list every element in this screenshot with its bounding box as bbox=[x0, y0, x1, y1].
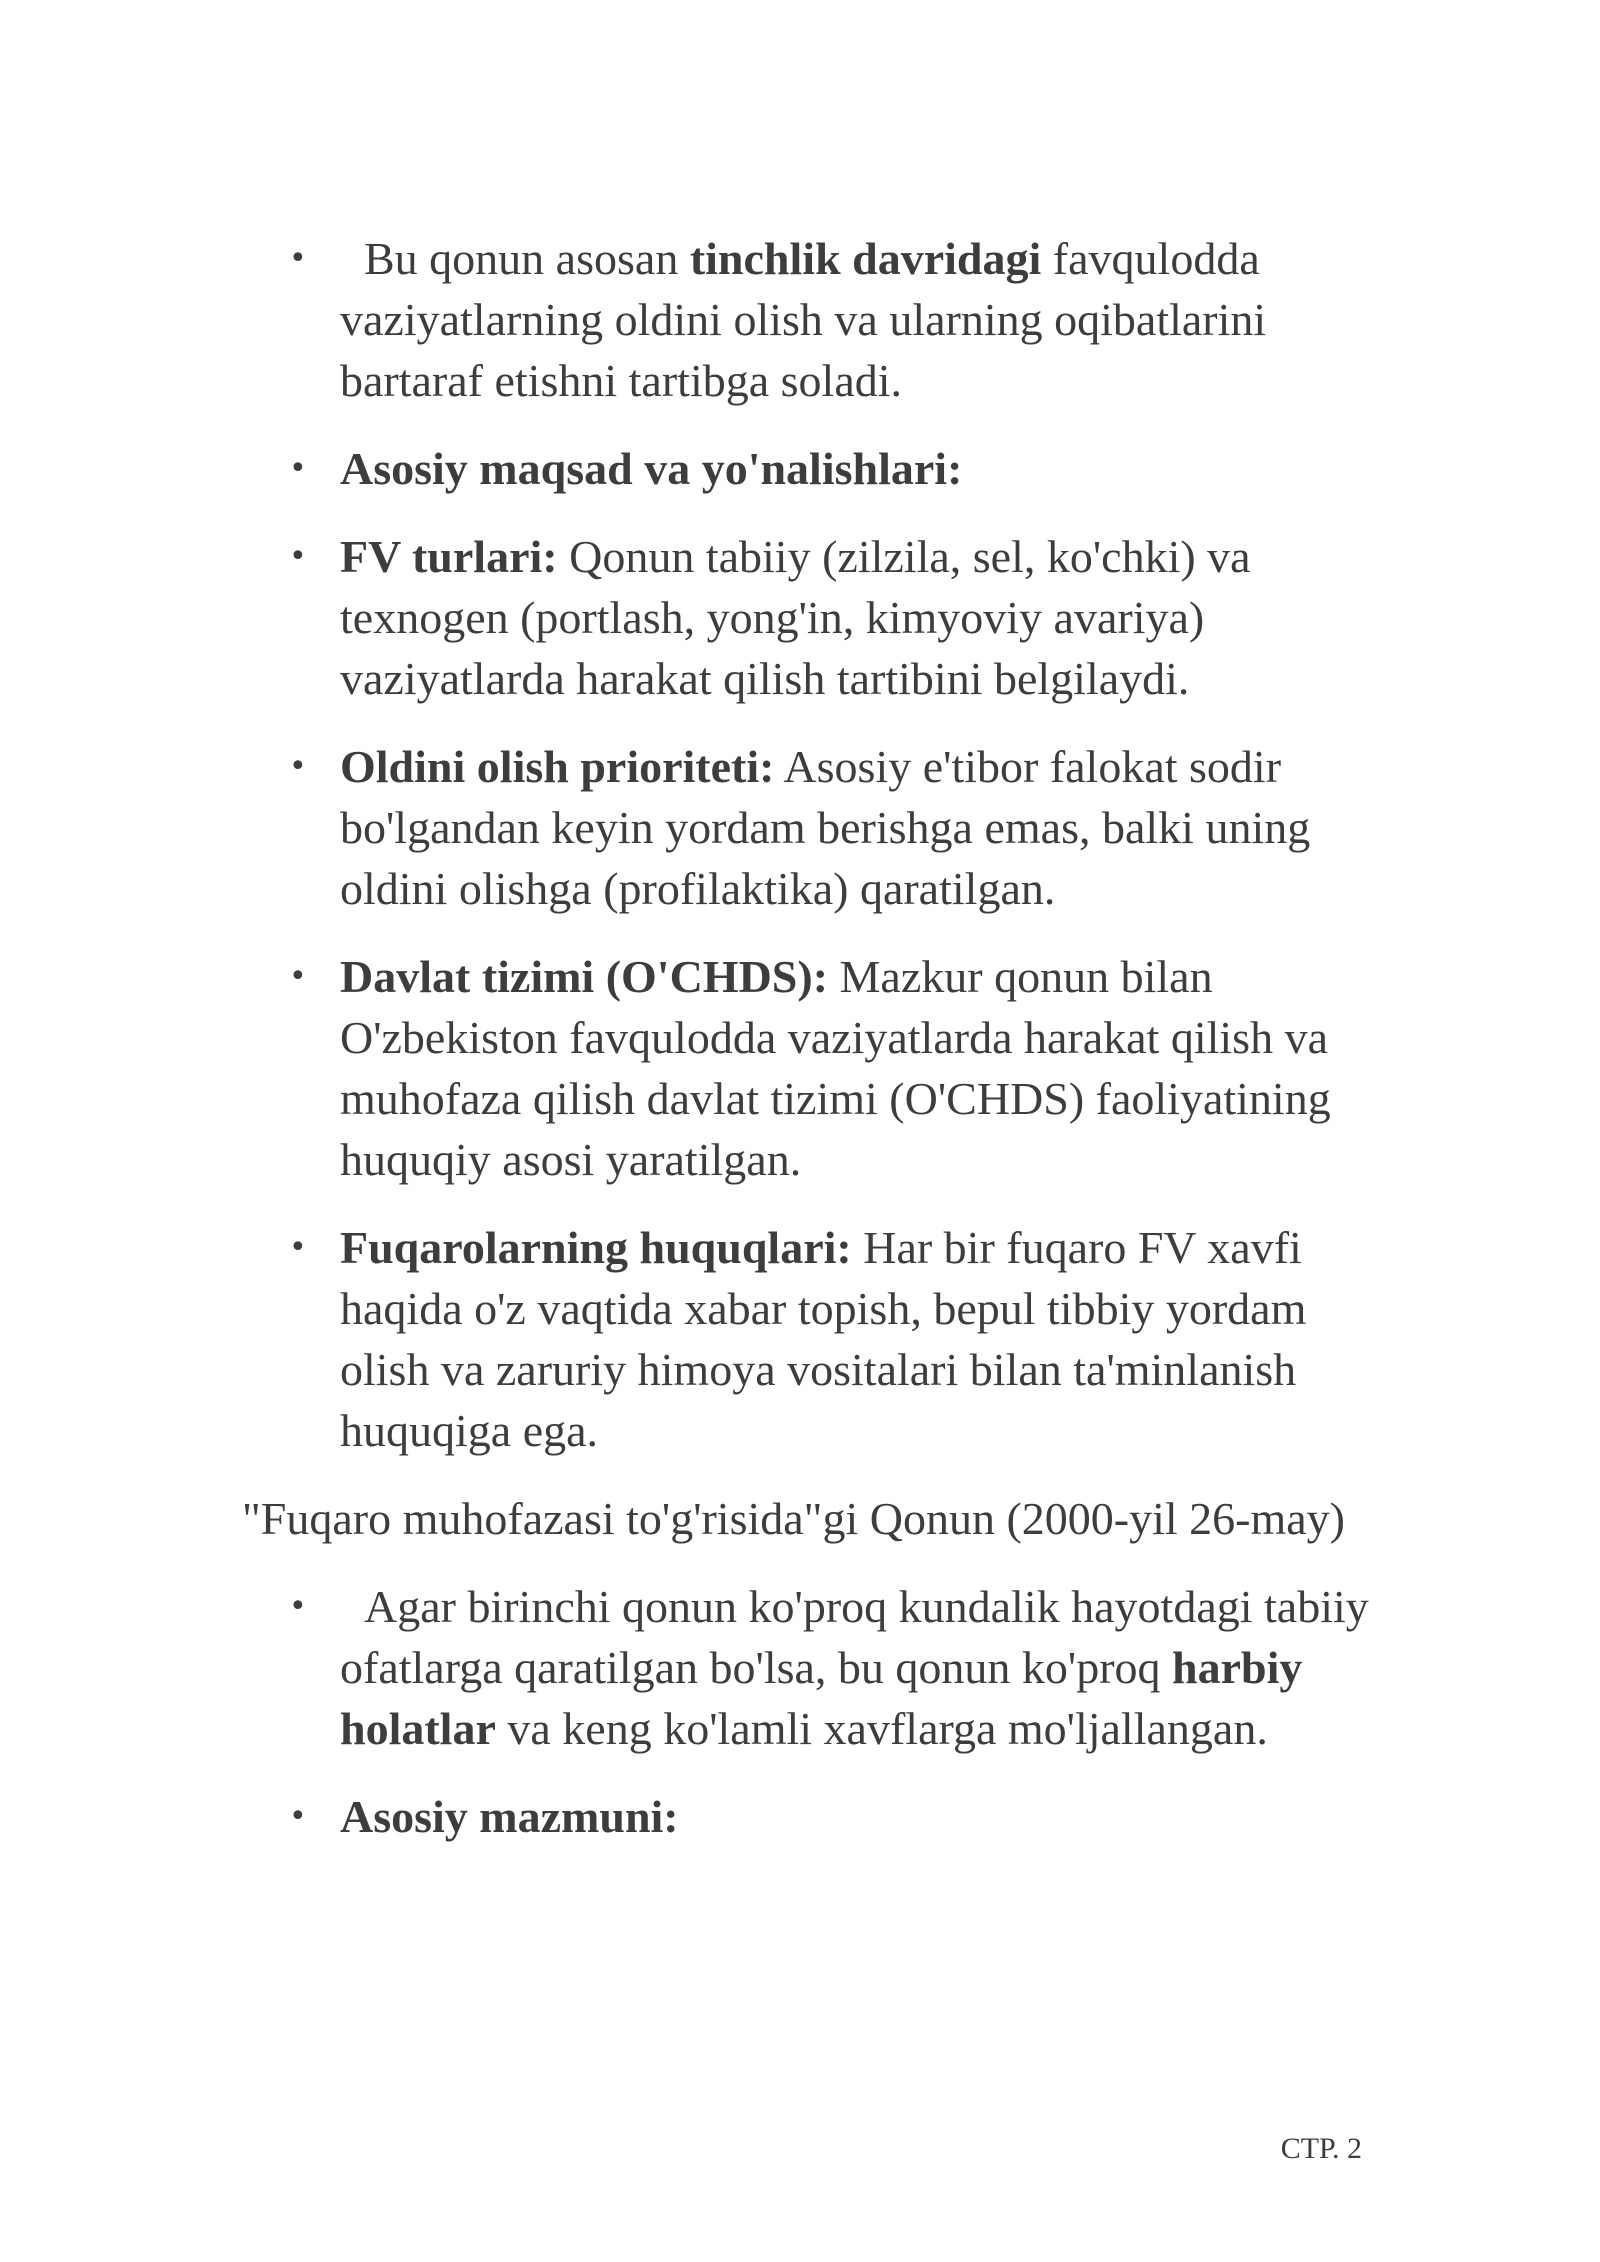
body-text: Mazkur qonun bilan O'zbekiston favqulodda vaziyatlarda harakat qilish va muhofaza qilish davlat tizimi (O'CHDS) faoliyatining huquqiy asosi yaratilgan. bbox=[340, 951, 1331, 1185]
bold-text: tinchlik davridagi bbox=[689, 233, 1042, 284]
bold-text: harbiy holatlar bbox=[340, 1642, 1303, 1754]
law-title-paragraph: "Fuqaro muhofazasi to'g'risida"gi Qonun (2000-yil 26-may) bbox=[242, 1493, 1345, 1544]
bold-text: Asosiy mazmuni: bbox=[340, 1791, 679, 1842]
body-text: va keng ko'lamli xavflarga mo'ljallangan. bbox=[495, 1703, 1268, 1754]
body-text: Har bir fuqaro FV xavfi haqida o'z vaqtida xabar topish, bepul tibbiy yordam olish va zaruriy himoya vositalari bilan ta'minlanish huquqiga ega. bbox=[340, 1222, 1307, 1456]
bullet-icon: • bbox=[289, 1799, 307, 1834]
bullet-icon: • bbox=[289, 1230, 307, 1265]
bullet-icon: • bbox=[289, 451, 307, 486]
list-item bbox=[242, 438, 1372, 499]
bold-text: Fuqarolarning huquqlari: bbox=[340, 1222, 852, 1273]
bold-text: Oldini olish prioriteti: bbox=[340, 741, 775, 792]
list-item bbox=[242, 228, 1372, 411]
body-text: Qonun tabiiy (zilzila, sel, ko'chki) va texnogen (portlash, yong'in, kimyoviy avariya) vaziyatlarda harakat qilish tartibini belgilaydi. bbox=[340, 531, 1251, 704]
bullet-icon: • bbox=[289, 959, 307, 994]
list-item bbox=[242, 736, 1372, 919]
bold-text: FV turlari: bbox=[340, 531, 558, 582]
list-item bbox=[242, 1786, 1372, 1847]
bullet-icon: • bbox=[289, 1589, 307, 1624]
body-text: favqulodda vaziyatlarning oldini olish va ularning oqibatlarini bartaraf etishni tartibga soladi. bbox=[340, 233, 1267, 406]
bold-text: Asosiy maqsad va yo'nalishlari: bbox=[340, 443, 963, 494]
body-text: Agar birinchi qonun ko'proq kundalik hayotdagi tabiiy ofatlarga qaratilgan bo'lsa, bu qonun ko'proq bbox=[340, 1581, 1369, 1693]
page-number: СТР. 2 bbox=[1280, 2132, 1362, 2165]
bullet-list-2 bbox=[242, 1576, 1372, 1847]
list-item bbox=[242, 1217, 1372, 1461]
body-text: Asosiy e'tibor falokat sodir bo'lgandan keyin yordam berishga emas, balki uning oldini olishga (profilaktika) qaratilgan. bbox=[340, 741, 1311, 914]
bullet-icon: • bbox=[289, 749, 307, 784]
page-content bbox=[242, 228, 1372, 1874]
bullet-icon: • bbox=[289, 539, 307, 574]
body-text: Bu qonun asosan bbox=[364, 233, 690, 284]
bullet-list-1 bbox=[242, 228, 1372, 1461]
list-item bbox=[242, 1576, 1372, 1759]
bullet-icon: • bbox=[289, 241, 307, 276]
list-item bbox=[242, 946, 1372, 1190]
bold-text: Davlat tizimi (O'CHDS): bbox=[340, 951, 829, 1002]
list-item bbox=[242, 526, 1372, 709]
